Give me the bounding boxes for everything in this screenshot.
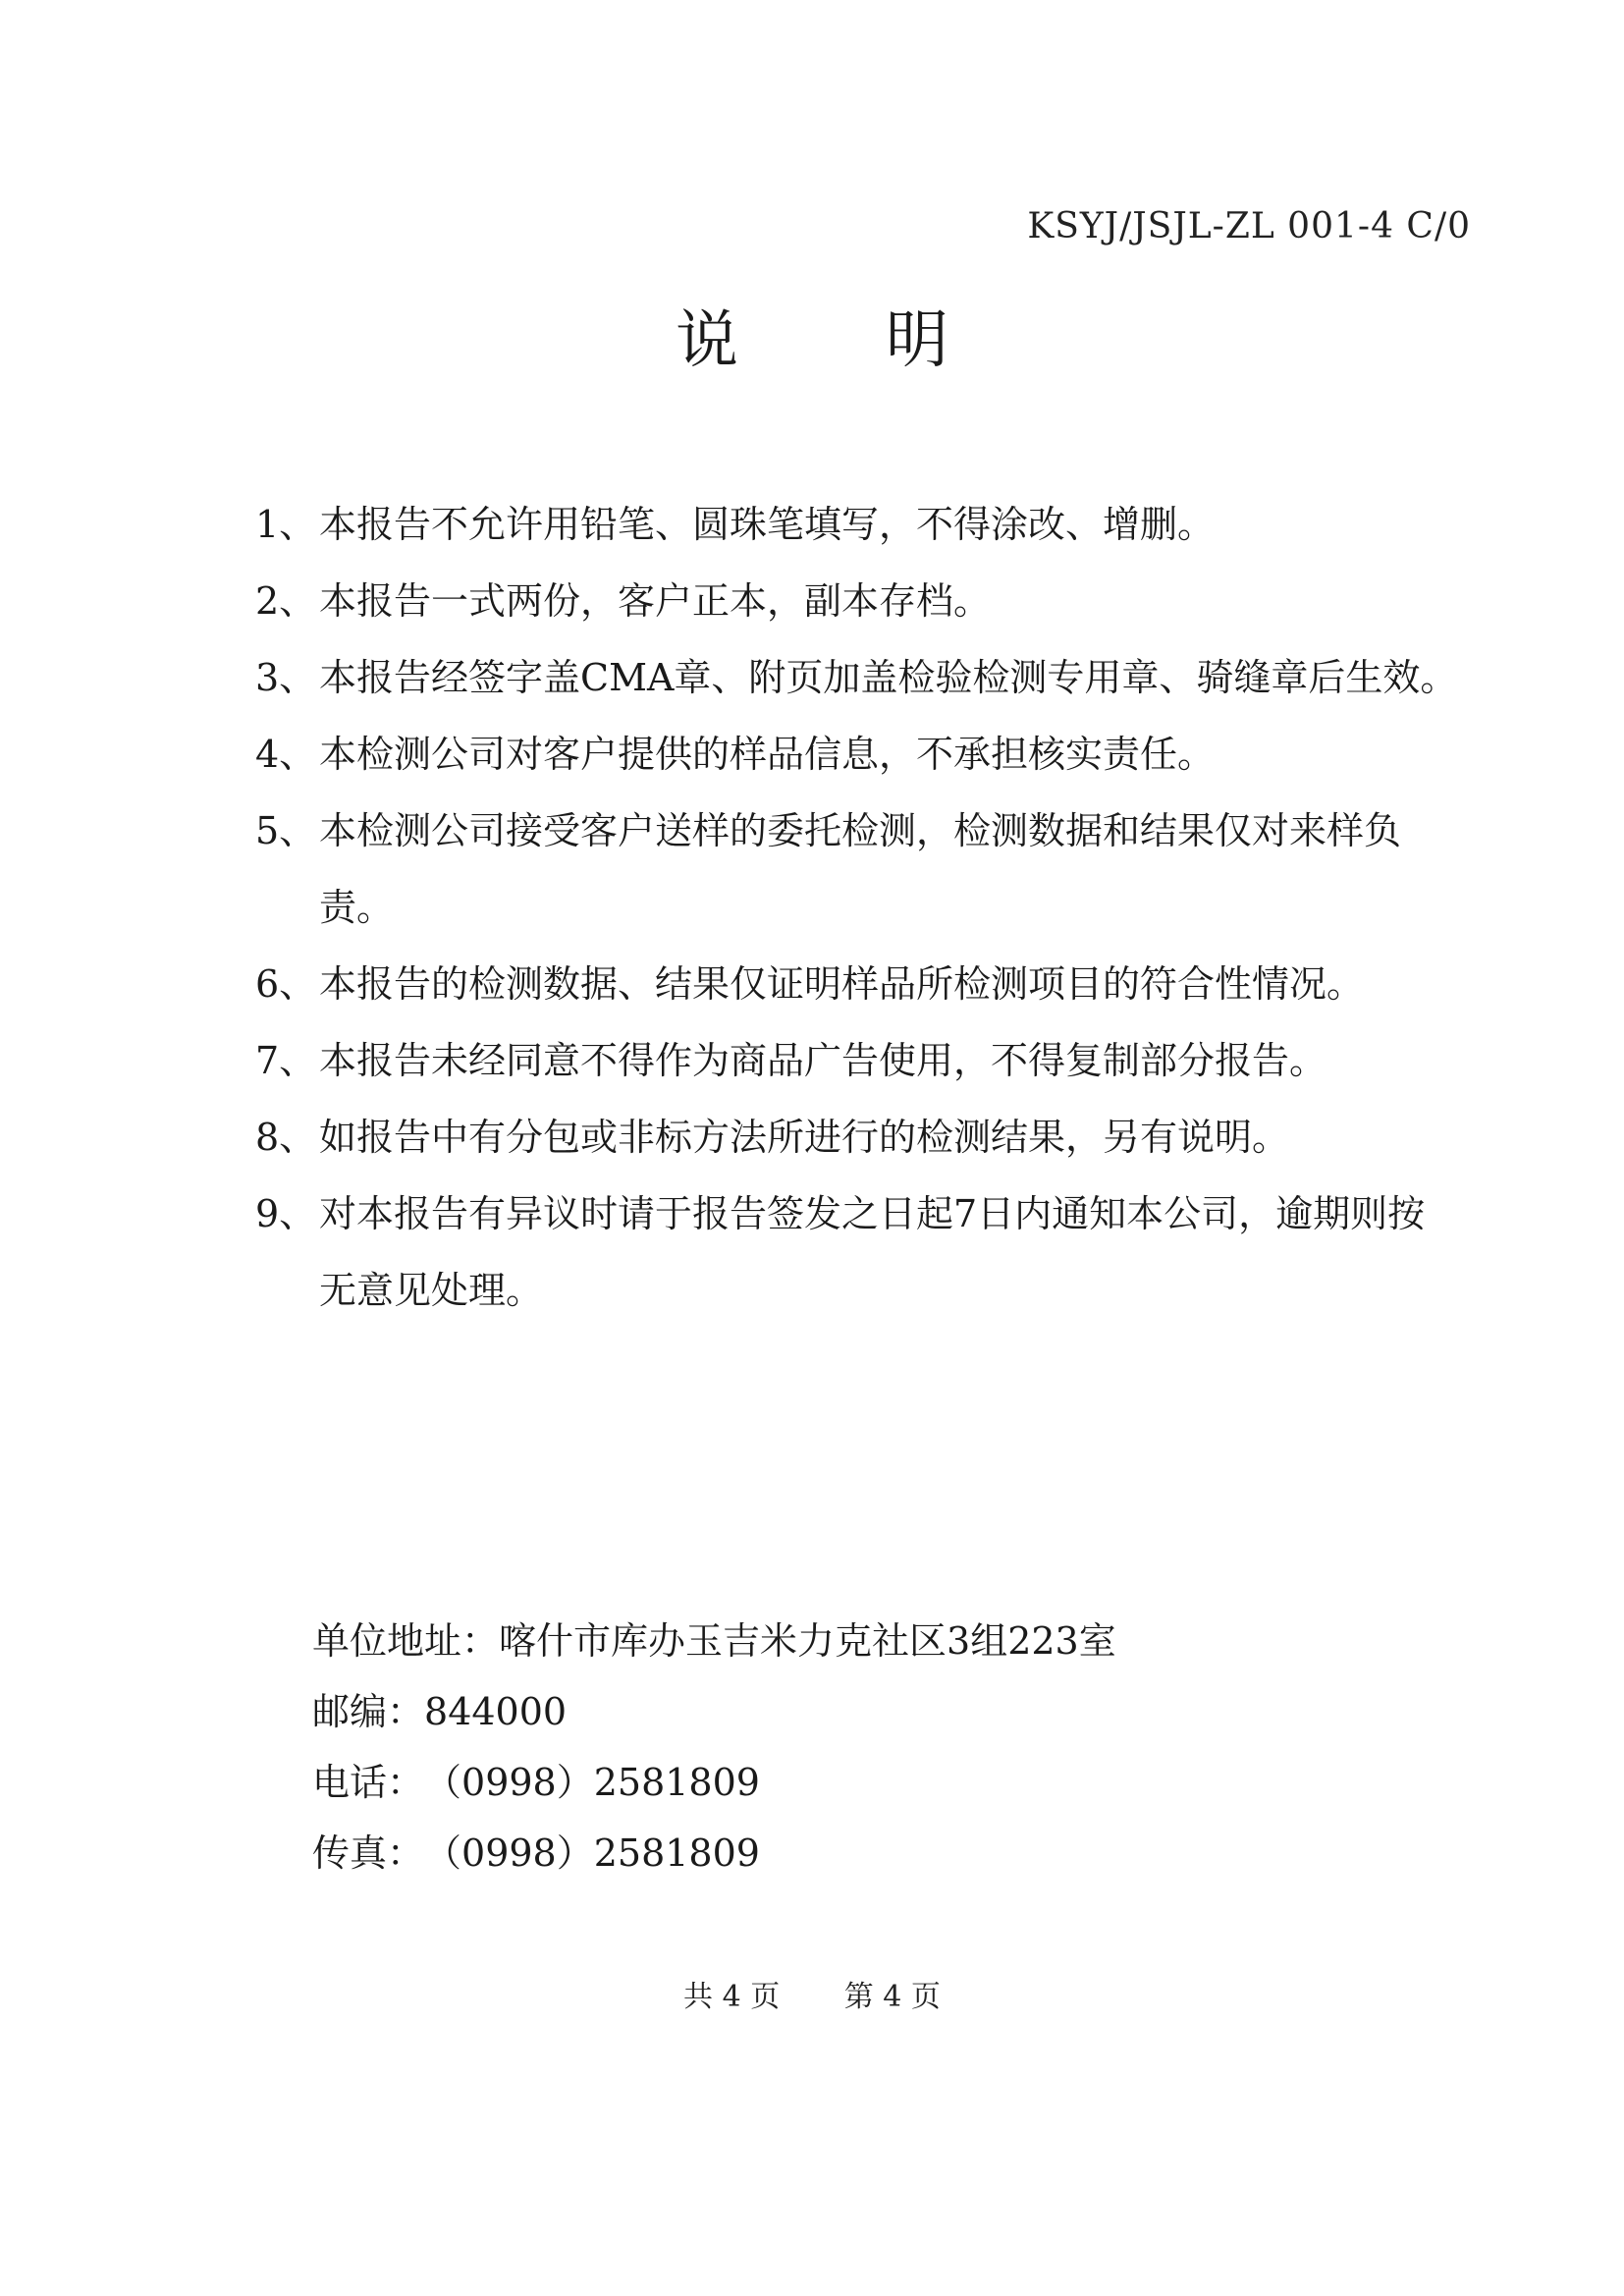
page-footer (0, 1972, 1624, 2015)
phone-label: 电话： (312, 1761, 425, 1804)
document-code: KSYJ/JSJL-ZL 001-4 C/0 (1027, 206, 1471, 246)
note-text: 本报告经签字盖CMA章、附页加盖检验检测专用章、骑缝章后生效。 (319, 656, 1458, 699)
note-item-4 (255, 716, 1492, 793)
note-number: 8、 (255, 1116, 317, 1159)
title-char-2: 明 (886, 304, 948, 377)
title-char-1: 说 (676, 304, 738, 377)
note-item-1 (255, 486, 1492, 563)
note-text: 本报告不允许用铅笔、圆珠笔填写，不得涂改、增删。 (319, 503, 1216, 546)
note-text: 本检测公司接受客户送样的委托检测，检测数据和结果仅对来样负责。 (319, 809, 1402, 929)
note-item-3 (255, 639, 1492, 716)
note-text: 如报告中有分包或非标方法所进行的检测结果，另有说明。 (319, 1116, 1290, 1159)
note-text: 本报告的检测数据、结果仅证明样品所检测项目的符合性情况。 (319, 962, 1365, 1006)
note-item-8 (255, 1099, 1492, 1175)
note-item-6 (255, 946, 1492, 1022)
note-number: 3、 (255, 656, 317, 699)
address-row (312, 1606, 1116, 1676)
phone-row (312, 1747, 1116, 1818)
fax-label: 传真： (312, 1831, 425, 1875)
postcode-row (312, 1676, 1116, 1747)
total-pages: 共 4 页 (683, 1980, 781, 2014)
address-value: 喀什市库办玉吉米力克社区3组223室 (499, 1619, 1116, 1663)
note-item-5 (255, 793, 1492, 946)
current-page: 第 4 页 (843, 1980, 941, 2014)
note-item-9 (255, 1175, 1492, 1329)
note-text: 本报告一式两份，客户正本，副本存档。 (319, 579, 992, 623)
fax-value: （0998）2581809 (424, 1831, 760, 1875)
note-number: 4、 (255, 733, 317, 776)
note-number: 6、 (255, 962, 317, 1006)
note-text: 本检测公司对客户提供的样品信息，不承担核实责任。 (319, 733, 1216, 776)
note-number: 5、 (255, 809, 317, 852)
phone-value: （0998）2581809 (424, 1761, 760, 1804)
note-item-7 (255, 1022, 1492, 1099)
note-number: 1、 (255, 503, 317, 546)
postcode-value: 844000 (424, 1690, 568, 1733)
fax-row (312, 1818, 1116, 1888)
note-number: 9、 (255, 1192, 317, 1235)
note-text: 本报告未经同意不得作为商品广告使用，不得复制部分报告。 (319, 1039, 1327, 1082)
contact-info (312, 1606, 1116, 1888)
postcode-label: 邮编： (312, 1690, 425, 1733)
notes-list (255, 486, 1492, 1329)
note-number: 7、 (255, 1039, 317, 1082)
note-number: 2、 (255, 579, 317, 623)
address-label: 单位地址： (312, 1619, 500, 1663)
page-title (0, 290, 1624, 380)
note-text: 对本报告有异议时请于报告签发之日起7日内通知本公司，逾期则按无意见处理。 (319, 1192, 1426, 1312)
note-item-2 (255, 563, 1492, 639)
